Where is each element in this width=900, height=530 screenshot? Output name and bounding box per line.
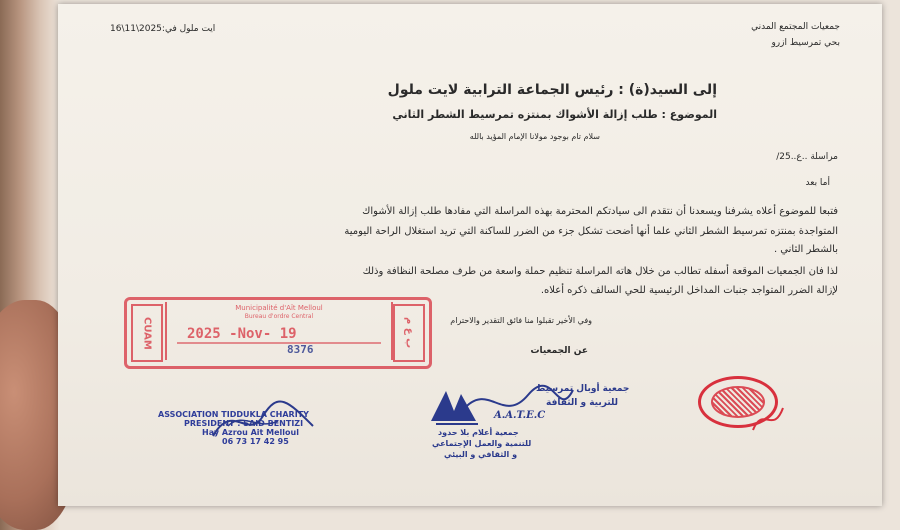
paragraph2-line2: لإزالة الضرر المتواجد جنبات المداخل الرئيسية للحي السالف ذكره أعلاه. [540, 285, 838, 296]
paragraph2-line1: لذا فان الجمعيات الموقعة أسفله تطالب من خلال هاته المراسلة تنظيم حملة واسعة من طرف مصلحة النظافة وذلك [362, 266, 838, 277]
org-header-line2: بحي تمرسيط ازرو [771, 38, 840, 48]
greeting: سلام تام بوجود مولانا الإمام المؤيد بالله [469, 132, 600, 141]
aatec-ar-line1: جمعية أوبال تمرسيط [536, 384, 630, 394]
stamp-date: 2025 -Nov- 19 [187, 326, 297, 342]
date-line: ايت ملول في:2025\11\16 [110, 24, 216, 34]
third-assoc-line1: جمعية أعلام بلا حدود [438, 428, 519, 437]
assoc-president: PRESIDENT : SAID BENTIZI [184, 419, 304, 428]
signoff: عن الجمعيات [530, 346, 588, 356]
assoc-name: ASSOCIATION TIDDUKLA CHARITY [158, 410, 309, 419]
aatec-name: A.A.T.E.C [494, 410, 546, 421]
org-header-line1: جمعيات المجتمع المدني [751, 22, 840, 32]
stamp-right-label: ب ع م [393, 304, 425, 362]
paragraph1-line2: المتواجدة بمنتزه تمرسيط الشطر الثاني علما أنها أضحت تشكل جزء من الضرر للساكنة التي تريد استغلال الراحة اليومية [344, 226, 838, 237]
signature-scribble-2 [458, 380, 578, 430]
stamp-number: 8376 [287, 343, 314, 356]
third-assoc-line3: و الثقافي و البيئي [444, 450, 518, 459]
subject: الموضوع : طلب إزالة الأشواك بمنتزه تمرسيط الشطر الثاني [392, 108, 717, 121]
reference-number: مراسلة ..ﻉ..25/ [776, 152, 838, 162]
closing: وفي الأخير تقبلوا منا فائق التقدير والاحترام [450, 316, 592, 325]
assoc-address: Hay Azrou Ait Melloul [202, 428, 299, 437]
stamp-left-label: CUAM [131, 304, 163, 362]
reception-stamp [124, 297, 432, 369]
stamp-org-line1: Municipalité d'Aït Melloul [235, 304, 323, 312]
stamp-divider [177, 342, 381, 344]
stamp-org-line2: Bureau d'ordre Central [244, 313, 314, 320]
paragraph1-line1: فتبعا للموضوع أعلاه يشرفنا ويسعدنا أن نتقدم الى سيادتكم المحترمة بهذه المراسلة التي مفادها طلب إزالة الأشواك [362, 206, 838, 217]
signature-scribble-1 [208, 396, 318, 446]
addressee: إلى السيد(ة) : رئيس الجماعة الترابية لايت ملول [387, 82, 717, 98]
paragraph1-line3: بالشطر الثاني . [773, 244, 838, 255]
third-assoc-line2: للتنمية والعمل الإجتماعي [432, 439, 532, 448]
aatec-ar-line2: للتربية و الثقافة [546, 398, 619, 408]
assoc-phone: 06 73 17 42 95 [222, 437, 289, 446]
stamp-center [165, 302, 393, 360]
opening: أما بعد [805, 178, 830, 188]
signature-scribble-3 [748, 400, 788, 440]
document-page [58, 4, 882, 506]
